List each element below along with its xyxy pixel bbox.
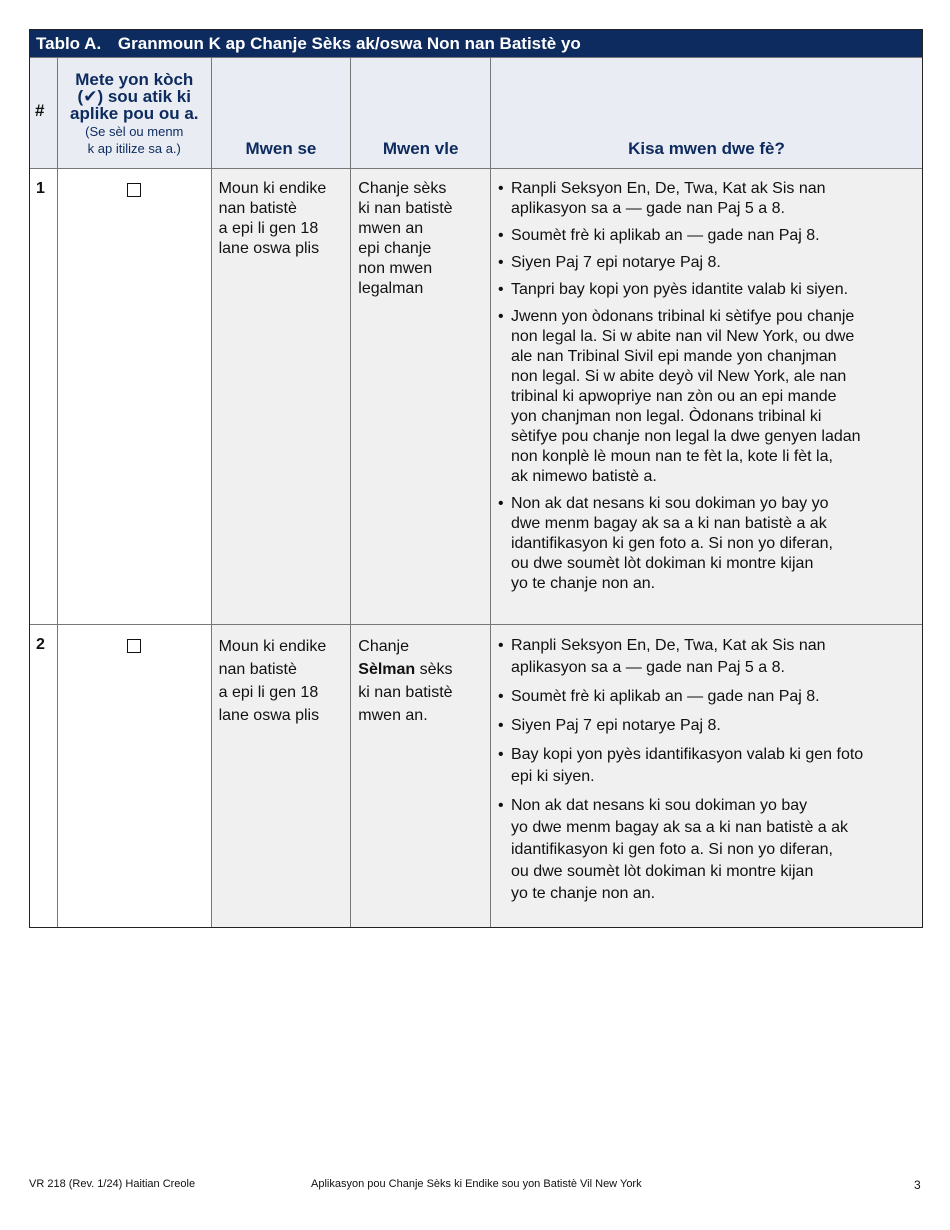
header-todo-cell — [490, 58, 922, 168]
row-num-cell — [30, 625, 57, 927]
row-want-cell — [350, 169, 490, 624]
table-row — [30, 168, 922, 624]
table-title: Granmoun K ap Chanje Sèks ak/oswa Non nan Batistè yo — [117, 34, 581, 53]
row-number: 2 — [36, 636, 45, 653]
row-who-cell — [211, 169, 351, 624]
row-want-cell — [350, 625, 490, 927]
row-2-checkbox[interactable] — [127, 639, 141, 653]
header-want: Mwen vle — [382, 139, 459, 158]
table-label: Tablo A. — [36, 34, 102, 53]
header-want-cell — [350, 58, 490, 168]
header-who-cell — [211, 58, 351, 168]
row-steps-list — [491, 625, 922, 905]
footer-doc-title: Aplikasyon pou Chanje Sèks ki Endike sou yon Batistè Vil New York — [311, 1178, 642, 1190]
row-num-cell — [30, 169, 57, 624]
want-bold: Sèlman — [358, 661, 416, 678]
header-mete-line2: (✔) sou atik ki — [77, 87, 191, 106]
row-who-text: Moun ki endike nan batistè a epi li gen 18 lane oswa plis — [218, 180, 327, 257]
header-mete-sub2: k ap itilize sa a.) — [87, 141, 181, 156]
row-checkbox-cell — [57, 625, 211, 927]
footer-form-id: VR 218 (Rev. 1/24) Haitian Creole — [29, 1178, 196, 1190]
row-steps-cell — [490, 169, 922, 624]
header-who: Mwen se — [245, 139, 317, 158]
row-who-text: Moun ki endike nan batistè a epi li gen 18 lane oswa plis — [218, 638, 327, 724]
row-who-cell — [211, 625, 351, 927]
list-item: • Jwenn yon òdonans tribinal ki sètifye pou chanje non legal la. Si w abite nan vil New York, ou dwe ale nan Tribinal Sivil epi mande yon chanjman non legal. Si w abite deyò vil New York, ale nan tribinal ki apwopriye nan zòn ou an epi mande yon chanjman non legal. Òdonans tribinal ki sètifye pou chanje non legal la dwe genyen ladan non konplè lè moun nan te fèt la, kote li fèt la, ak nimewo batistè a. — [498, 307, 916, 487]
list-item: • Non ak dat nesans ki sou dokiman yo bay yo dwe menm bagay ak sa a ki nan batistè a ak idantifikasyon ki gen foto a. Si non yo diferan, ou dwe soumèt lòt dokiman ki montre kijan yo te chanje non an. — [498, 795, 916, 905]
row-checkbox-cell — [57, 169, 211, 624]
want-pre: Chanje — [358, 638, 409, 655]
header-todo: Kisa mwen dwe fè? — [628, 139, 785, 158]
list-item: • Ranpli Seksyon En, De, Twa, Kat ak Sis nan aplikasyon sa a — gade nan Paj 5 a 8. — [498, 635, 916, 679]
list-item: • Non ak dat nesans ki sou dokiman yo bay yo dwe menm bagay ak sa a ki nan batistè a ak idantifikasyon ki gen foto a. Si non yo diferan, ou dwe soumèt lòt dokiman ki montre kijan yo te chanje non an. — [498, 494, 916, 594]
table-row — [30, 624, 922, 927]
row-steps-list — [491, 169, 922, 594]
list-item: • Siyen Paj 7 epi notarye Paj 8. — [498, 253, 916, 273]
row-number: 1 — [36, 180, 45, 197]
header-num-cell — [30, 58, 57, 168]
header-mete-sub1: (Se sèl ou menm — [85, 124, 184, 139]
row-steps-cell — [490, 625, 922, 927]
header-num: # — [35, 101, 45, 120]
row-want-text: Chanje sèks ki nan batistè mwen an epi chanje non mwen legalman — [358, 180, 453, 297]
footer-page-number: 3 — [914, 1178, 921, 1192]
header-mete-line1: Mete yon kòch — [75, 70, 194, 89]
header-checkmark-cell — [57, 58, 211, 168]
list-item: • Siyen Paj 7 epi notarye Paj 8. — [498, 715, 916, 737]
row-1-checkbox[interactable] — [127, 183, 141, 197]
table-title-bar — [30, 30, 922, 57]
list-item: • Tanpri bay kopi yon pyès idantite valab ki siyen. — [498, 280, 916, 300]
row-want-text — [351, 625, 490, 727]
list-item: • Soumèt frè ki aplikab an — gade nan Paj 8. — [498, 226, 916, 246]
table-a — [29, 29, 923, 928]
list-item: • Bay kopi yon pyès idantifikasyon valab ki gen foto epi ki siyen. — [498, 744, 916, 788]
list-item: • Soumèt frè ki aplikab an — gade nan Paj 8. — [498, 686, 916, 708]
header-mete-line3: aplike pou ou a. — [70, 104, 199, 123]
want-post: sèks ki nan batistè mwen an. — [358, 661, 453, 724]
list-item: • Ranpli Seksyon En, De, Twa, Kat ak Sis nan aplikasyon sa a — gade nan Paj 5 a 8. — [498, 179, 916, 219]
table-header-row — [30, 57, 922, 168]
